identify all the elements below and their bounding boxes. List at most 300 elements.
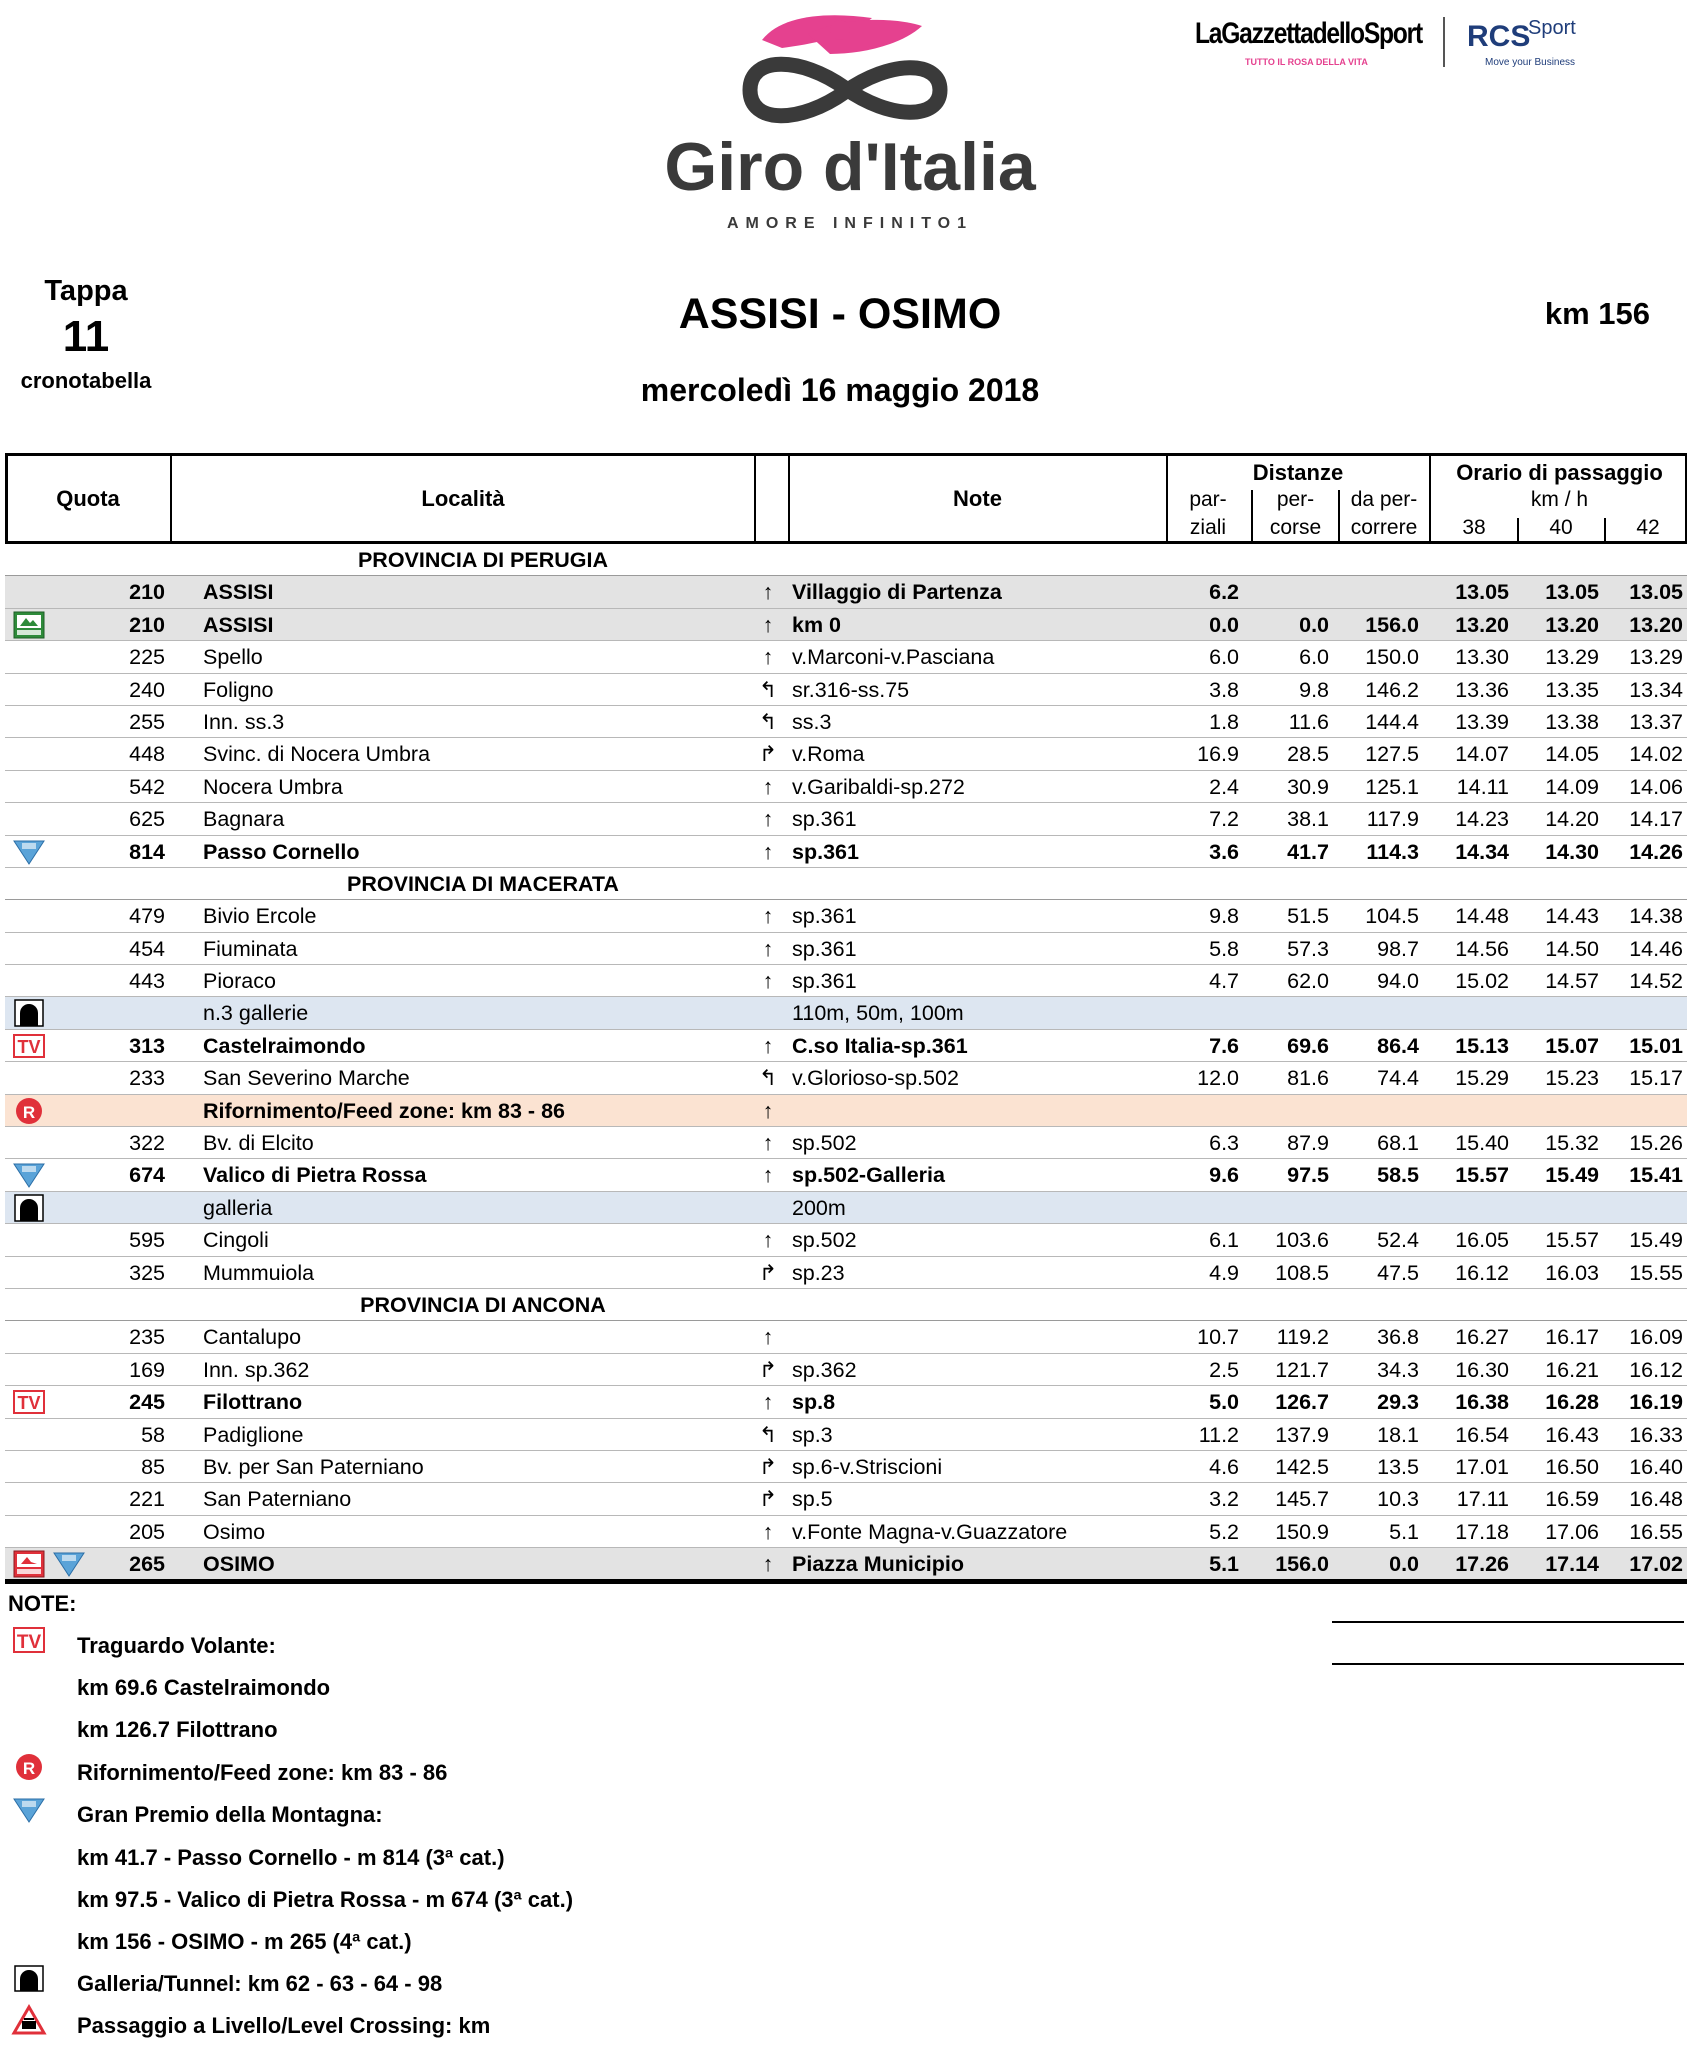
- cell-time-40: 13.29: [1545, 645, 1599, 670]
- cell-time-40: 16.28: [1545, 1390, 1599, 1415]
- table-row: [5, 674, 1687, 706]
- svg-text:R: R: [22, 1759, 36, 1778]
- tappa-label: Tappa: [44, 275, 128, 307]
- cell-da-percorrere: 117.9: [1366, 807, 1419, 832]
- cell-percorse: 108.5: [1275, 1260, 1329, 1285]
- cell-time-40: 15.32: [1545, 1131, 1599, 1156]
- cell-quota: 454: [129, 936, 165, 961]
- cell-time-42: 13.29: [1629, 645, 1683, 670]
- province-label: PROVINCIA DI MACERATA: [347, 871, 619, 896]
- cell-time-42: 14.38: [1629, 904, 1683, 929]
- cell-note: v.Garibaldi-sp.272: [792, 774, 965, 799]
- cell-time-38: 14.56: [1455, 936, 1509, 961]
- level-crossing-icon: [12, 2005, 46, 2035]
- cell-time-42: 14.17: [1629, 807, 1683, 832]
- signature-line: [1332, 1621, 1684, 1623]
- svg-text:TV: TV: [17, 1393, 41, 1414]
- gazzetta-logo: LaGazzettadelloSport: [1195, 17, 1422, 50]
- cell-quota: 233: [129, 1066, 165, 1091]
- note-gpm-2: km 97.5 - Valico di Pietra Rossa - m 674 (3ª cat.): [77, 1887, 574, 1912]
- tunnel-icon: [13, 999, 45, 1027]
- cell-localita: Cantalupo: [203, 1325, 302, 1350]
- cell-note: sp.361: [792, 839, 859, 864]
- cell-parziali: 10.7: [1197, 1325, 1239, 1350]
- cell-quota: 205: [129, 1519, 165, 1544]
- cell-percorse: 57.3: [1287, 936, 1329, 961]
- cell-time-40: 14.57: [1545, 969, 1599, 994]
- cell-parziali: 3.8: [1209, 677, 1239, 702]
- cell-percorse: 51.5: [1287, 904, 1329, 929]
- cell-time-42: 14.06: [1629, 774, 1683, 799]
- cell-direction: ↑: [762, 1228, 774, 1253]
- table-row: [5, 706, 1687, 738]
- cell-time-42: 15.41: [1629, 1163, 1683, 1188]
- cell-time-40: 13.35: [1545, 677, 1599, 702]
- cell-time-38: 13.30: [1455, 645, 1509, 670]
- col-percorse-1: per-: [1276, 488, 1315, 511]
- cell-da-percorrere: 0.0: [1389, 1552, 1419, 1577]
- cell-note: v.Roma: [792, 742, 865, 767]
- cell-note: km 0: [792, 612, 842, 637]
- cell-parziali: 5.8: [1209, 936, 1239, 961]
- table-body: [5, 544, 1687, 1584]
- cell-direction: ↑: [762, 969, 774, 994]
- gpm-icon: [13, 838, 45, 866]
- cell-time-42: 15.55: [1629, 1260, 1683, 1285]
- cell-percorse: 119.2: [1276, 1325, 1329, 1350]
- cell-quota: 169: [129, 1357, 165, 1382]
- cell-direction: ↑: [762, 645, 774, 670]
- cell-percorse: 97.5: [1287, 1163, 1329, 1188]
- tv-icon: [13, 1032, 45, 1060]
- cell-localita: Rifornimento/Feed zone: km 83 - 86: [203, 1098, 565, 1123]
- cell-parziali: 16.9: [1197, 742, 1239, 767]
- cell-time-42: 14.26: [1629, 839, 1683, 864]
- cell-quota: 479: [129, 904, 165, 929]
- cell-time-40: 17.06: [1545, 1519, 1599, 1544]
- cell-note: sp.3: [792, 1422, 833, 1447]
- tv-icon: [12, 1625, 46, 1655]
- cell-quota: 674: [129, 1163, 165, 1188]
- cell-time-42: 15.01: [1629, 1033, 1683, 1058]
- cell-time-42: 16.55: [1629, 1519, 1683, 1544]
- table-row: [5, 836, 1687, 868]
- cell-note: v.Marconi-v.Pasciana: [792, 645, 995, 670]
- cell-time-40: 16.21: [1545, 1357, 1599, 1382]
- cell-direction: ↑: [762, 1098, 774, 1123]
- table-row: [5, 900, 1687, 932]
- cell-time-42: 15.49: [1629, 1228, 1683, 1253]
- cell-percorse: 6.0: [1299, 645, 1329, 670]
- cell-time-40: 16.43: [1545, 1422, 1599, 1447]
- notes-title: NOTE:: [8, 1591, 77, 1616]
- logo-tagline: AMORE INFINITO1: [726, 215, 974, 232]
- cell-time-38: 15.13: [1455, 1033, 1509, 1058]
- note-tv-title: Traguardo Volante:: [77, 1633, 276, 1658]
- cell-parziali: 9.8: [1209, 904, 1239, 929]
- cell-quota: 322: [129, 1131, 165, 1156]
- cell-note: Villaggio di Partenza: [792, 580, 1002, 605]
- cell-localita: Filottrano: [203, 1390, 303, 1415]
- cell-time-40: 15.57: [1545, 1228, 1599, 1253]
- cell-time-40: 14.09: [1545, 774, 1599, 799]
- cell-da-percorrere: 58.5: [1377, 1163, 1419, 1188]
- cell-direction: ↑: [762, 1131, 774, 1156]
- cell-direction: ↱: [758, 1260, 777, 1285]
- table-row: [5, 997, 1687, 1029]
- note-tunnel: Galleria/Tunnel: km 62 - 63 - 64 - 98: [77, 1971, 443, 1996]
- cell-direction: ↑: [762, 839, 774, 864]
- cell-note: C.so Italia-sp.361: [792, 1033, 968, 1058]
- cell-parziali: 7.2: [1209, 807, 1239, 832]
- cell-localita: San Severino Marche: [203, 1066, 410, 1091]
- col-percorse-2: corse: [1269, 516, 1322, 539]
- cell-time-40: 16.59: [1545, 1487, 1599, 1512]
- cell-da-percorrere: 29.3: [1377, 1390, 1419, 1415]
- cell-quota: 210: [129, 580, 165, 605]
- cell-parziali: 12.0: [1197, 1066, 1239, 1091]
- cell-time-40: 14.20: [1545, 807, 1599, 832]
- cell-time-40: 14.05: [1545, 742, 1599, 767]
- cell-localita: Padiglione: [203, 1422, 304, 1447]
- cell-percorse: 62.0: [1287, 969, 1329, 994]
- table-header: [5, 453, 1687, 544]
- cell-da-percorrere: 144.4: [1365, 709, 1419, 734]
- cell-localita: Nocera Umbra: [203, 774, 343, 799]
- cell-localita: OSIMO: [203, 1552, 275, 1577]
- cell-quota: 85: [141, 1454, 165, 1479]
- cell-note: sp.361: [792, 936, 857, 961]
- table-row: [5, 609, 1687, 641]
- cell-parziali: 4.9: [1209, 1260, 1239, 1285]
- table-row: [5, 1095, 1687, 1127]
- cell-quota: 313: [129, 1033, 165, 1058]
- route-title: ASSISI - OSIMO: [678, 290, 1002, 338]
- cell-note: Piazza Municipio: [792, 1552, 965, 1577]
- col-distanze: Distanze: [1252, 460, 1344, 485]
- cell-parziali: 5.0: [1209, 1390, 1239, 1415]
- cell-note: sp.361: [792, 807, 857, 832]
- cell-time-38: 14.48: [1455, 904, 1509, 929]
- cell-parziali: 6.2: [1209, 580, 1239, 605]
- cell-direction: ↱: [758, 1487, 777, 1512]
- cell-parziali: 4.6: [1209, 1454, 1239, 1479]
- svg-text:TV: TV: [16, 1632, 42, 1653]
- cell-da-percorrere: 86.4: [1377, 1033, 1419, 1058]
- cell-time-38: 15.29: [1455, 1066, 1509, 1091]
- cell-quota: 240: [129, 677, 165, 702]
- col-dapercorrere-2: correre: [1350, 516, 1418, 539]
- cell-direction: ↑: [762, 1552, 774, 1577]
- cell-da-percorrere: 146.2: [1365, 677, 1419, 702]
- col-parziali-2: ziali: [1189, 516, 1227, 539]
- cell-note: sp.502: [792, 1131, 857, 1156]
- cell-da-percorrere: 34.3: [1377, 1357, 1419, 1382]
- cell-localita: Mummuiola: [203, 1260, 315, 1285]
- cell-percorse: 156.0: [1275, 1552, 1329, 1577]
- cell-time-40: 14.50: [1545, 936, 1599, 961]
- cell-time-42: 15.26: [1629, 1131, 1683, 1156]
- table-row: [5, 1386, 1687, 1418]
- col-parziali-1: par-: [1189, 488, 1227, 511]
- rcs-tagline: Move your Business: [1485, 57, 1576, 68]
- cell-direction: ↑: [762, 936, 774, 961]
- province-row: [5, 1289, 1687, 1321]
- cell-localita: ASSISI: [203, 612, 274, 637]
- rcs-sport-label: Sport: [1528, 17, 1576, 39]
- cell-percorse: 9.8: [1299, 677, 1329, 702]
- cell-localita: Bv. di Elcito: [203, 1131, 314, 1156]
- cell-note: sp.23: [792, 1260, 845, 1285]
- cell-percorse: 150.9: [1275, 1519, 1329, 1544]
- cell-quota: 542: [129, 774, 165, 799]
- logo-title: Giro d'Italia: [664, 129, 1036, 205]
- cell-direction: ↑: [762, 807, 774, 832]
- cell-parziali: 6.0: [1209, 645, 1239, 670]
- cell-localita: Bagnara: [203, 807, 285, 832]
- cell-time-40: 17.14: [1545, 1552, 1599, 1577]
- cell-localita: Bivio Ercole: [203, 904, 317, 929]
- cell-percorse: 28.5: [1287, 742, 1329, 767]
- cell-time-38: 13.36: [1455, 677, 1509, 702]
- cell-quota: 443: [129, 969, 165, 994]
- cell-parziali: 5.2: [1209, 1519, 1239, 1544]
- cell-time-38: 13.05: [1455, 580, 1509, 605]
- table-row: [5, 1127, 1687, 1159]
- col-speed-38: 38: [1462, 516, 1486, 539]
- cell-time-42: 14.02: [1629, 742, 1683, 767]
- cell-localita: ASSISI: [203, 580, 274, 605]
- cell-time-40: 14.30: [1545, 839, 1599, 864]
- cell-time-42: 16.19: [1629, 1390, 1683, 1415]
- feed-icon: [12, 1752, 46, 1782]
- table-row: [5, 1354, 1687, 1386]
- col-dapercorrere-1: da per-: [1350, 488, 1418, 511]
- cell-time-38: 15.40: [1455, 1131, 1509, 1156]
- cell-quota: 265: [129, 1552, 165, 1577]
- gazzetta-tagline: TUTTO IL ROSA DELLA VITA: [1245, 57, 1368, 67]
- cell-percorse: 30.9: [1287, 774, 1329, 799]
- col-localita: Località: [421, 486, 505, 511]
- cell-time-42: 17.02: [1629, 1552, 1683, 1577]
- cell-da-percorrere: 10.3: [1377, 1487, 1419, 1512]
- cell-note: sp.361: [792, 904, 857, 929]
- cell-direction: ↰: [758, 709, 777, 734]
- cell-quota: 245: [129, 1390, 165, 1415]
- col-speed-40: 40: [1549, 516, 1573, 539]
- cell-note: sp.8: [792, 1390, 836, 1415]
- note-tv-2: km 126.7 Filottrano: [77, 1717, 278, 1742]
- cell-note: sp.361: [792, 969, 857, 994]
- cell-percorse: 145.7: [1275, 1487, 1329, 1512]
- cell-direction: ↑: [762, 612, 774, 637]
- table-row: [5, 965, 1687, 997]
- cell-quota: 210: [129, 612, 165, 637]
- cell-time-38: 13.20: [1455, 612, 1509, 637]
- cell-parziali: 11.2: [1198, 1422, 1239, 1447]
- cell-da-percorrere: 125.1: [1365, 774, 1419, 799]
- cell-time-38: 14.07: [1455, 742, 1509, 767]
- cell-localita: Fiuminata: [203, 936, 298, 961]
- cell-direction: ↱: [758, 1357, 777, 1382]
- cell-time-38: 17.11: [1456, 1487, 1509, 1512]
- cell-quota: 255: [129, 709, 165, 734]
- cell-parziali: 6.1: [1209, 1228, 1239, 1253]
- feed-icon: [13, 1097, 45, 1125]
- cell-note: 110m, 50m, 100m: [792, 1001, 964, 1026]
- tappa-sub: cronotabella: [20, 368, 152, 393]
- cell-localita: Pioraco: [203, 969, 276, 994]
- cell-note: sp.6-v.Striscioni: [792, 1454, 943, 1479]
- gpm-icon: [53, 1550, 85, 1578]
- cell-parziali: 5.1: [1209, 1552, 1239, 1577]
- cell-time-40: 15.49: [1545, 1163, 1599, 1188]
- cell-quota: 625: [129, 807, 165, 832]
- cell-percorse: 0.0: [1299, 612, 1329, 637]
- col-note: Note: [953, 486, 1002, 511]
- cell-parziali: 9.6: [1209, 1163, 1239, 1188]
- table-row: [5, 1257, 1687, 1289]
- table-row: [5, 1062, 1687, 1094]
- cell-time-42: 14.52: [1629, 969, 1683, 994]
- cell-direction: ↑: [762, 904, 774, 929]
- cell-time-42: 16.40: [1629, 1454, 1683, 1479]
- cell-quota: 325: [129, 1260, 165, 1285]
- stage-date: mercoledì 16 maggio 2018: [640, 372, 1040, 408]
- cell-da-percorrere: 98.7: [1377, 936, 1419, 961]
- cell-time-42: 13.20: [1629, 612, 1683, 637]
- note-gpm-1: km 41.7 - Passo Cornello - m 814 (3ª cat.): [77, 1845, 505, 1870]
- stage-length: km 156: [1544, 296, 1650, 331]
- cell-da-percorrere: 114.3: [1366, 839, 1419, 864]
- note-tv-1: km 69.6 Castelraimondo: [77, 1675, 331, 1700]
- table-row: [5, 1483, 1687, 1515]
- gpm-icon: [13, 1161, 45, 1189]
- cell-direction: ↑: [762, 1325, 774, 1350]
- col-kmh: km / h: [1530, 488, 1589, 511]
- cell-parziali: 1.8: [1209, 709, 1239, 734]
- tappa-number: 11: [62, 312, 110, 361]
- cell-quota: 814: [129, 839, 165, 864]
- cell-time-42: 16.48: [1629, 1487, 1683, 1512]
- cell-time-38: 14.23: [1455, 807, 1509, 832]
- cell-note: sp.502: [792, 1228, 857, 1253]
- rcs-logo: RCS: [1467, 20, 1531, 53]
- cell-time-40: 13.20: [1545, 612, 1599, 637]
- cell-time-38: 15.02: [1455, 969, 1509, 994]
- cell-note: v.Glorioso-sp.502: [792, 1066, 959, 1091]
- cell-time-40: 14.43: [1545, 904, 1599, 929]
- cell-da-percorrere: 74.4: [1377, 1066, 1419, 1091]
- cell-parziali: 3.6: [1209, 839, 1239, 864]
- cell-time-40: 15.07: [1545, 1033, 1599, 1058]
- cell-parziali: 2.5: [1209, 1357, 1239, 1382]
- cell-quota: 235: [129, 1325, 165, 1350]
- cell-note: ss.3: [792, 709, 832, 734]
- cell-da-percorrere: 5.1: [1389, 1519, 1419, 1544]
- cell-percorse: 41.7: [1287, 839, 1329, 864]
- cell-time-42: 13.05: [1629, 580, 1683, 605]
- cell-parziali: 3.2: [1209, 1487, 1239, 1512]
- cell-localita: Valico di Pietra Rossa: [203, 1163, 427, 1188]
- cell-localita: Castelraimondo: [203, 1033, 366, 1058]
- cell-percorse: 103.6: [1275, 1228, 1329, 1253]
- cell-quota: 225: [129, 645, 165, 670]
- col-orario: Orario di passaggio: [1456, 460, 1663, 485]
- table-row: [5, 738, 1687, 770]
- giro-logo: [664, 8, 1036, 238]
- cell-time-38: 15.57: [1455, 1163, 1509, 1188]
- cell-note: sr.316-ss.75: [792, 677, 910, 702]
- cronotabella-table: [5, 453, 1687, 1584]
- cell-direction: ↱: [758, 1454, 777, 1479]
- cell-time-40: 16.17: [1545, 1325, 1599, 1350]
- province-label: PROVINCIA DI PERUGIA: [357, 548, 609, 572]
- cell-da-percorrere: 52.4: [1377, 1228, 1419, 1253]
- cell-localita: Svinc. di Nocera Umbra: [203, 742, 431, 767]
- cell-time-42: 13.34: [1629, 677, 1683, 702]
- svg-text:TV: TV: [17, 1036, 41, 1057]
- cell-da-percorrere: 156.0: [1365, 612, 1419, 637]
- cell-direction: ↑: [762, 1163, 774, 1188]
- note-feed: Rifornimento/Feed zone: km 83 - 86: [77, 1760, 448, 1785]
- cell-time-38: 16.54: [1455, 1422, 1509, 1447]
- cell-direction: ↰: [758, 1422, 777, 1447]
- tunnel-icon: [12, 1963, 46, 1993]
- tv-icon: [13, 1388, 45, 1416]
- cell-time-42: 14.46: [1629, 936, 1683, 961]
- cell-percorse: 11.6: [1288, 709, 1329, 734]
- cell-time-40: 16.03: [1545, 1260, 1599, 1285]
- cell-time-38: 16.05: [1455, 1228, 1509, 1253]
- cell-localita: Osimo: [203, 1519, 266, 1544]
- cell-localita: Foligno: [203, 677, 274, 702]
- divider: [1443, 17, 1445, 67]
- province-row: [5, 868, 1687, 900]
- cell-localita: Inn. sp.362: [203, 1357, 310, 1382]
- cell-percorse: 69.6: [1287, 1033, 1329, 1058]
- gpm-icon: [12, 1795, 46, 1825]
- signature-line: [1332, 1663, 1684, 1665]
- cell-quota: 595: [129, 1228, 165, 1253]
- cell-note: sp.362: [792, 1357, 857, 1382]
- cell-percorse: 87.9: [1287, 1131, 1329, 1156]
- cell-localita: galleria: [203, 1195, 273, 1220]
- tunnel-icon: [13, 1194, 45, 1222]
- cell-parziali: 7.6: [1209, 1033, 1239, 1058]
- table-row: [5, 1321, 1687, 1353]
- cell-da-percorrere: 18.1: [1377, 1422, 1419, 1447]
- cell-localita: Inn. ss.3: [203, 709, 285, 734]
- note-crossing: Passaggio a Livello/Level Crossing: km: [77, 2013, 491, 2038]
- cell-da-percorrere: 68.1: [1377, 1131, 1419, 1156]
- cell-da-percorrere: 36.8: [1377, 1325, 1419, 1350]
- cell-da-percorrere: 47.5: [1377, 1260, 1419, 1285]
- cell-note: sp.5: [792, 1487, 833, 1512]
- table-row: [5, 576, 1687, 608]
- cell-time-38: 13.39: [1455, 709, 1509, 734]
- table-row: [5, 1192, 1687, 1224]
- cell-direction: ↑: [762, 774, 774, 799]
- cell-time-42: 13.37: [1629, 709, 1683, 734]
- province-row: [5, 544, 1687, 576]
- table-row: [5, 1419, 1687, 1451]
- cell-time-38: 16.38: [1455, 1390, 1509, 1415]
- table-row: [5, 641, 1687, 673]
- table-row: [5, 1451, 1687, 1483]
- cell-time-40: 16.50: [1545, 1454, 1599, 1479]
- cell-quota: 221: [129, 1487, 165, 1512]
